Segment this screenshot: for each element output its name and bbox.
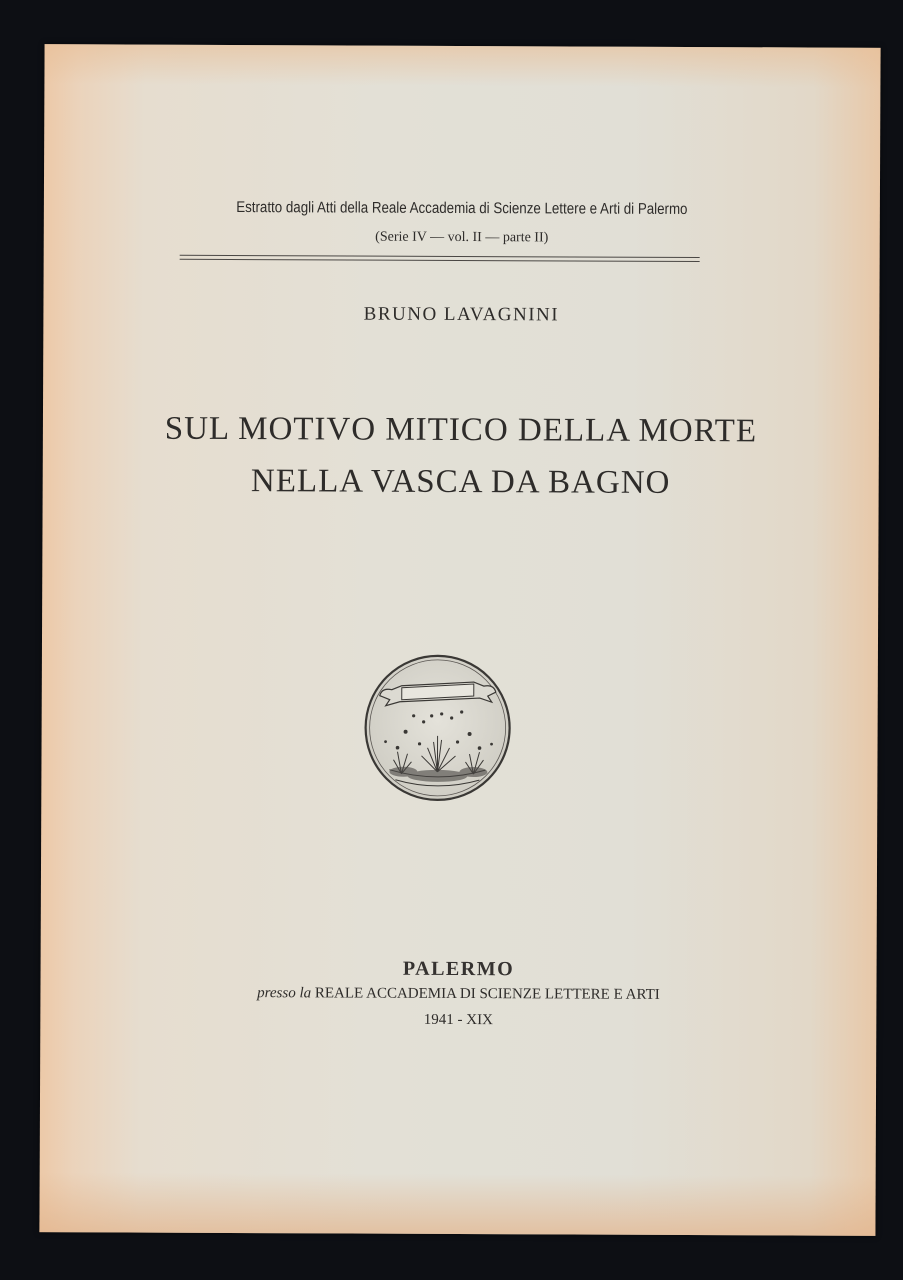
imprint-place: PALERMO (402, 957, 515, 981)
header-rule-top (180, 255, 700, 258)
publisher-prefix: presso la (257, 985, 312, 1002)
publisher-name: REALE ACCADEMIA DI SCIENZE LETTERE E ARTI (314, 985, 660, 1003)
imprint-year: 1941 - XIX (423, 1011, 493, 1029)
offprint-header: Estratto dagli Atti della Reale Accademia di Scienze Lettere e Arti di Palermo (236, 199, 688, 218)
series-volume-line: (Serie IV — vol. II — parte II) (375, 229, 549, 246)
title-line-1: SUL MOTIVO MITICO DELLA MORTE (164, 410, 758, 450)
title-line-2: NELLA VASCA DA BAGNO (250, 463, 671, 501)
document-page (39, 44, 880, 1236)
academy-seal-emblem (361, 652, 514, 805)
imprint-publisher-line (40, 984, 876, 1005)
author-name: BRUNO LAVAGNINI (363, 303, 560, 326)
header-rule-bottom (180, 259, 700, 262)
